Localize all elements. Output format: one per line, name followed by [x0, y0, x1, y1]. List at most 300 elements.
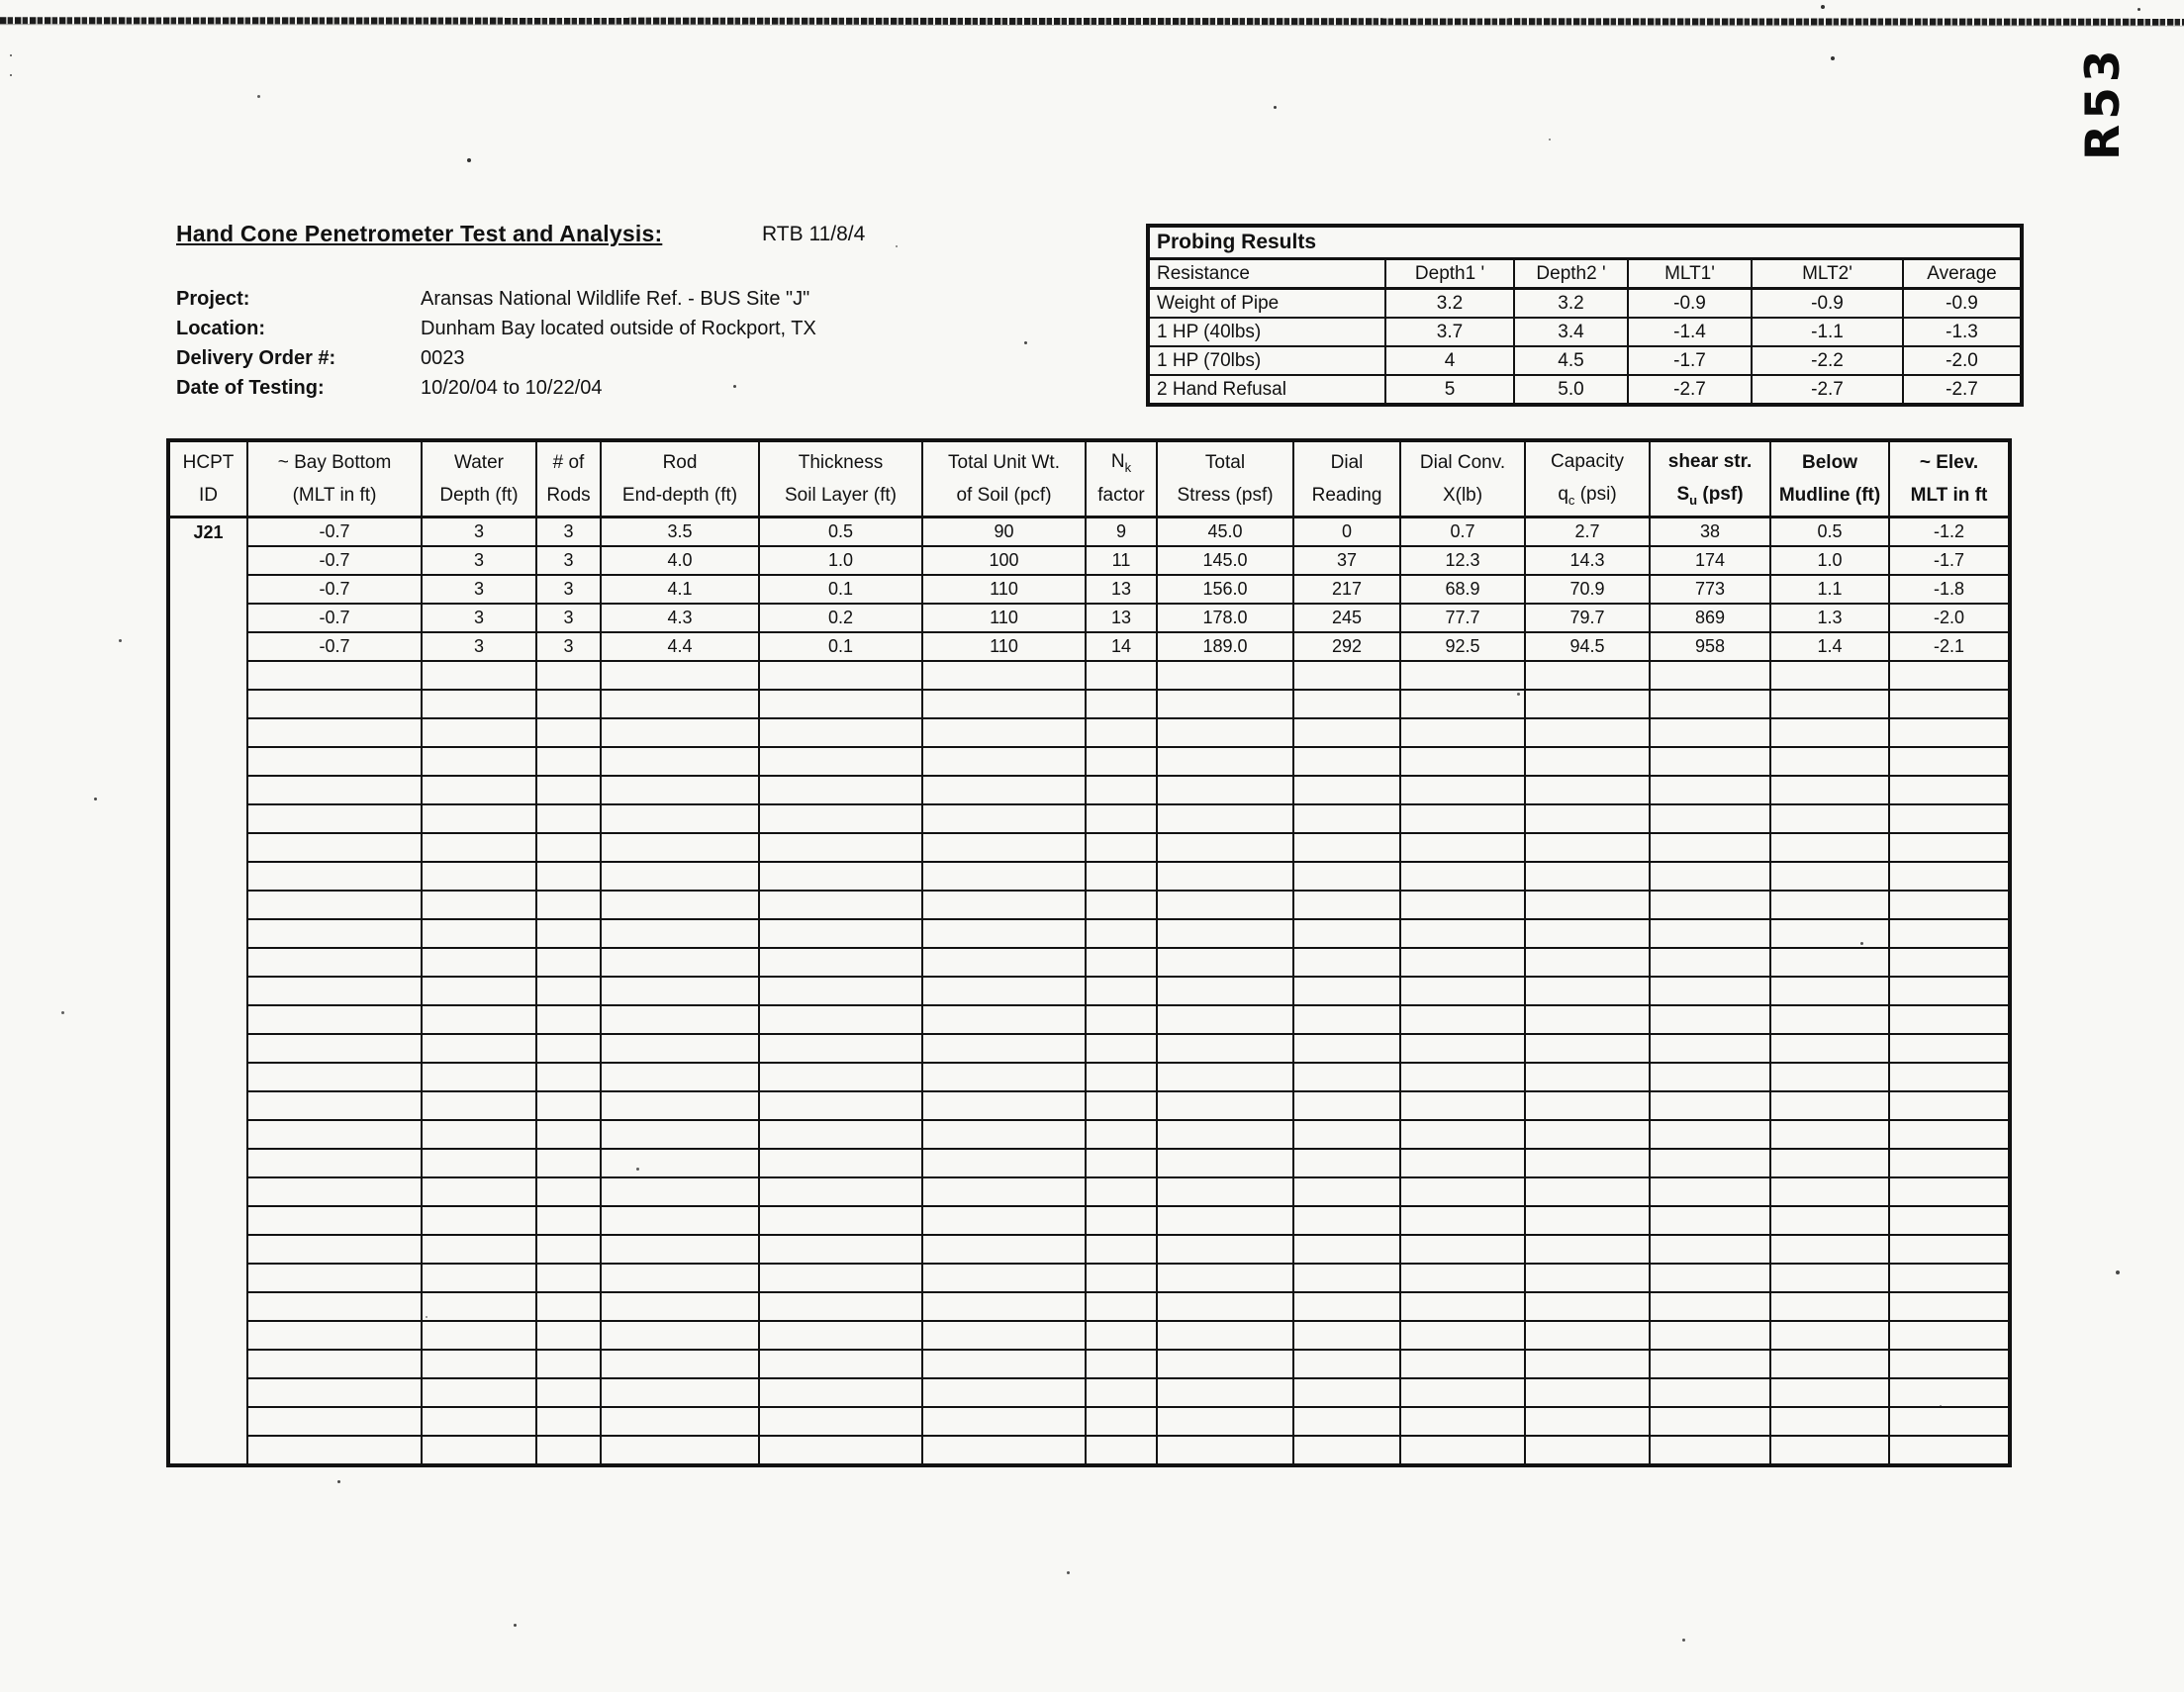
document-title: Hand Cone Penetrometer Test and Analysis:: [176, 221, 663, 246]
scan-speck: [2116, 1270, 2120, 1274]
table-row: [168, 1120, 2010, 1149]
empty-cell: [1650, 1120, 1770, 1149]
data-cell: -0.7: [247, 575, 422, 604]
empty-cell: [1650, 1005, 1770, 1034]
empty-cell: [536, 1378, 601, 1407]
table-row: [1148, 289, 2022, 319]
empty-cell: [1400, 1120, 1525, 1149]
probing-data-cell: -2.2: [1752, 346, 1903, 375]
empty-cell: [1293, 804, 1400, 833]
empty-cell: [922, 1321, 1086, 1350]
empty-cell: [1650, 1206, 1770, 1235]
empty-cell: [759, 1177, 922, 1206]
table-row: [168, 747, 2010, 776]
empty-cell: [1770, 1005, 1889, 1034]
empty-cell: [759, 718, 922, 747]
empty-cell: [1400, 1149, 1525, 1177]
empty-cell: [759, 1436, 922, 1465]
empty-cell: [759, 1264, 922, 1292]
empty-cell: [1889, 804, 2010, 833]
scan-speck: [10, 54, 12, 56]
table-row: [168, 575, 2010, 604]
empty-cell: [1525, 919, 1650, 948]
empty-cell: [922, 1091, 1086, 1120]
empty-cell: [759, 862, 922, 891]
empty-cell: [759, 661, 922, 690]
empty-cell: [422, 776, 536, 804]
empty-cell: [422, 1436, 536, 1465]
empty-cell: [247, 1206, 422, 1235]
empty-cell: [922, 1378, 1086, 1407]
empty-cell: [1400, 977, 1525, 1005]
empty-cell: [922, 1407, 1086, 1436]
empty-cell: [1400, 1034, 1525, 1063]
empty-cell: [1889, 1235, 2010, 1264]
empty-cell: [1293, 1350, 1400, 1378]
empty-cell: [1525, 804, 1650, 833]
empty-cell: [1770, 1063, 1889, 1091]
empty-cell: [1400, 891, 1525, 919]
empty-cell: [1400, 862, 1525, 891]
empty-cell: [247, 1350, 422, 1378]
empty-cell: [1650, 804, 1770, 833]
empty-cell: [422, 1034, 536, 1063]
table-row: [168, 1292, 2010, 1321]
empty-cell: [1770, 948, 1889, 977]
data-cell: 4.4: [601, 632, 759, 661]
empty-cell: [1889, 1407, 2010, 1436]
empty-cell: [1400, 948, 1525, 977]
empty-cell: [1889, 977, 2010, 1005]
empty-cell: [601, 1034, 759, 1063]
empty-cell: [1400, 1350, 1525, 1378]
empty-cell: [1889, 718, 2010, 747]
empty-cell: [601, 1292, 759, 1321]
table-row: [168, 776, 2010, 804]
empty-cell: [1650, 776, 1770, 804]
empty-cell: [922, 948, 1086, 977]
empty-cell: [1400, 1177, 1525, 1206]
empty-cell: [422, 891, 536, 919]
empty-cell: [1293, 1005, 1400, 1034]
empty-cell: [247, 747, 422, 776]
data-cell: 3: [536, 546, 601, 575]
project-info-block: [176, 284, 816, 403]
data-cell: 3: [422, 546, 536, 575]
empty-cell: [1889, 1292, 2010, 1321]
empty-cell: [1086, 1350, 1157, 1378]
empty-cell: [1086, 776, 1157, 804]
empty-cell: [759, 919, 922, 948]
empty-cell: [1525, 1235, 1650, 1264]
empty-cell: [1650, 1264, 1770, 1292]
scan-speck: [636, 1168, 639, 1171]
data-cell: 12.3: [1400, 546, 1525, 575]
empty-cell: [759, 833, 922, 862]
probing-data-cell: -0.9: [1903, 289, 2022, 319]
empty-cell: [422, 1005, 536, 1034]
empty-cell: [759, 747, 922, 776]
empty-cell: [1157, 1350, 1293, 1378]
empty-cell: [247, 862, 422, 891]
empty-cell: [422, 833, 536, 862]
empty-cell: [601, 1378, 759, 1407]
info-value: 0023: [421, 346, 465, 369]
empty-cell: [422, 948, 536, 977]
data-cell: 13: [1086, 575, 1157, 604]
empty-cell: [422, 1264, 536, 1292]
empty-cell: [1086, 690, 1157, 718]
empty-cell: [422, 1321, 536, 1350]
empty-cell: [601, 1235, 759, 1264]
empty-cell: [1293, 1407, 1400, 1436]
empty-cell: [1157, 1206, 1293, 1235]
empty-cell: [922, 747, 1086, 776]
data-cell: 37: [1293, 546, 1400, 575]
hcpt-header-cell: Dial Reading: [1293, 440, 1400, 517]
probing-row-label: 1 HP (40lbs): [1148, 318, 1385, 346]
scan-speck: [61, 1011, 64, 1014]
empty-cell: [1157, 1177, 1293, 1206]
empty-cell: [601, 1091, 759, 1120]
empty-cell: [922, 1034, 1086, 1063]
empty-cell: [1525, 1292, 1650, 1321]
empty-cell: [536, 1436, 601, 1465]
data-cell: 9: [1086, 517, 1157, 547]
empty-cell: [1650, 919, 1770, 948]
empty-cell: [536, 862, 601, 891]
empty-cell: [247, 1149, 422, 1177]
empty-cell: [1400, 833, 1525, 862]
scan-speck: [1549, 139, 1551, 141]
empty-cell: [601, 891, 759, 919]
empty-cell: [536, 718, 601, 747]
probing-data-cell: -1.4: [1628, 318, 1752, 346]
empty-cell: [922, 977, 1086, 1005]
data-cell: 79.7: [1525, 604, 1650, 632]
empty-cell: [1525, 977, 1650, 1005]
empty-cell: [247, 1407, 422, 1436]
handwritten-note: R53: [2076, 45, 2131, 160]
empty-cell: [759, 1063, 922, 1091]
data-cell: 2.7: [1525, 517, 1650, 547]
empty-cell: [247, 891, 422, 919]
empty-cell: [1293, 862, 1400, 891]
data-cell: 1.4: [1770, 632, 1889, 661]
empty-cell: [1770, 690, 1889, 718]
empty-cell: [922, 1177, 1086, 1206]
empty-cell: [536, 1034, 601, 1063]
empty-cell: [1770, 1120, 1889, 1149]
probing-data-cell: -1.3: [1903, 318, 2022, 346]
empty-cell: [1770, 1235, 1889, 1264]
empty-cell: [1889, 1350, 2010, 1378]
empty-cell: [1157, 948, 1293, 977]
empty-cell: [1770, 804, 1889, 833]
empty-cell: [1400, 718, 1525, 747]
empty-cell: [1650, 1350, 1770, 1378]
info-label: Delivery Order #:: [176, 346, 336, 369]
data-cell: 3: [422, 604, 536, 632]
empty-cell: [759, 690, 922, 718]
empty-cell: [1889, 1149, 2010, 1177]
empty-cell: [922, 919, 1086, 948]
document-reference: RTB 11/8/4: [762, 223, 866, 245]
empty-cell: [536, 1350, 601, 1378]
empty-cell: [1650, 747, 1770, 776]
empty-cell: [601, 690, 759, 718]
empty-cell: [1525, 833, 1650, 862]
empty-cell: [422, 1206, 536, 1235]
empty-cell: [1525, 1264, 1650, 1292]
empty-cell: [759, 1235, 922, 1264]
table-row: [1148, 318, 2022, 346]
empty-cell: [1157, 747, 1293, 776]
empty-cell: [536, 1407, 601, 1436]
empty-cell: [1525, 747, 1650, 776]
empty-cell: [247, 1292, 422, 1321]
empty-cell: [247, 1120, 422, 1149]
empty-cell: [247, 948, 422, 977]
hcpt-header-cell: ~ Elev. MLT in ft: [1889, 440, 2010, 517]
empty-cell: [1293, 1206, 1400, 1235]
data-cell: -2.0: [1889, 604, 2010, 632]
scan-speck: [1067, 1571, 1070, 1574]
data-cell: 110: [922, 604, 1086, 632]
empty-cell: [422, 862, 536, 891]
empty-cell: [759, 1149, 922, 1177]
empty-cell: [536, 1005, 601, 1034]
empty-cell: [1525, 1063, 1650, 1091]
data-cell: 13: [1086, 604, 1157, 632]
empty-cell: [922, 891, 1086, 919]
empty-cell: [1400, 1063, 1525, 1091]
empty-cell: [1650, 833, 1770, 862]
scan-speck: [2137, 8, 2140, 11]
empty-cell: [247, 1235, 422, 1264]
empty-cell: [1293, 1177, 1400, 1206]
empty-cell: [1086, 747, 1157, 776]
empty-cell: [759, 1034, 922, 1063]
probing-data-cell: 5: [1385, 375, 1514, 405]
empty-cell: [922, 1350, 1086, 1378]
data-cell: 45.0: [1157, 517, 1293, 547]
data-cell: 3: [536, 632, 601, 661]
table-row: [168, 804, 2010, 833]
table-row: [168, 948, 2010, 977]
empty-cell: [1293, 977, 1400, 1005]
info-row-date-of-testing: [176, 373, 816, 403]
empty-cell: [247, 661, 422, 690]
data-cell: 110: [922, 632, 1086, 661]
empty-cell: [1525, 1091, 1650, 1120]
empty-cell: [1293, 833, 1400, 862]
empty-cell: [1157, 1407, 1293, 1436]
empty-cell: [922, 1292, 1086, 1321]
empty-cell: [1889, 661, 2010, 690]
scan-speck: [1517, 693, 1520, 696]
empty-cell: [1525, 1378, 1650, 1407]
info-row-delivery-order: [176, 343, 816, 373]
data-cell: 3: [422, 632, 536, 661]
empty-cell: [247, 1034, 422, 1063]
data-cell: 0.2: [759, 604, 922, 632]
empty-cell: [922, 1235, 1086, 1264]
empty-cell: [422, 661, 536, 690]
empty-cell: [601, 919, 759, 948]
data-cell: 14.3: [1525, 546, 1650, 575]
empty-cell: [247, 1063, 422, 1091]
data-cell: 958: [1650, 632, 1770, 661]
probing-row-label: 2 Hand Refusal: [1148, 375, 1385, 405]
empty-cell: [1157, 1149, 1293, 1177]
empty-cell: [601, 1005, 759, 1034]
empty-cell: [536, 1321, 601, 1350]
empty-cell: [1086, 1321, 1157, 1350]
data-cell: 11: [1086, 546, 1157, 575]
empty-cell: [1086, 977, 1157, 1005]
hcpt-header-cell: Total Unit Wt. of Soil (pcf): [922, 440, 1086, 517]
empty-cell: [1293, 919, 1400, 948]
empty-cell: [1525, 1120, 1650, 1149]
hcpt-header-cell: Water Depth (ft): [422, 440, 536, 517]
data-cell: 869: [1650, 604, 1770, 632]
hcpt-header-cell: HCPT ID: [168, 440, 247, 517]
empty-cell: [247, 1321, 422, 1350]
empty-cell: [759, 1292, 922, 1321]
empty-cell: [601, 747, 759, 776]
empty-cell: [422, 690, 536, 718]
empty-cell: [922, 690, 1086, 718]
empty-cell: [1770, 1264, 1889, 1292]
empty-cell: [422, 1177, 536, 1206]
table-row: [168, 1034, 2010, 1063]
empty-cell: [422, 1063, 536, 1091]
empty-cell: [1650, 1292, 1770, 1321]
empty-cell: [1650, 1235, 1770, 1264]
empty-cell: [1770, 833, 1889, 862]
data-cell: 0.5: [759, 517, 922, 547]
empty-cell: [1770, 747, 1889, 776]
empty-cell: [1086, 948, 1157, 977]
table-row: [168, 690, 2010, 718]
empty-cell: [1400, 1005, 1525, 1034]
empty-cell: [422, 804, 536, 833]
empty-cell: [1400, 804, 1525, 833]
empty-cell: [247, 718, 422, 747]
empty-cell: [422, 1149, 536, 1177]
scan-speck: [467, 158, 471, 162]
empty-cell: [422, 1407, 536, 1436]
empty-cell: [1889, 948, 2010, 977]
data-cell: 245: [1293, 604, 1400, 632]
empty-cell: [1293, 776, 1400, 804]
scan-speck: [896, 245, 898, 247]
empty-cell: [1400, 1264, 1525, 1292]
empty-cell: [1086, 1005, 1157, 1034]
empty-cell: [1889, 1378, 2010, 1407]
table-row: [168, 661, 2010, 690]
data-cell: 14: [1086, 632, 1157, 661]
data-cell: 92.5: [1400, 632, 1525, 661]
table-row: [168, 546, 2010, 575]
data-cell: 292: [1293, 632, 1400, 661]
empty-cell: [1086, 804, 1157, 833]
empty-cell: [1889, 776, 2010, 804]
probing-data-cell: -0.9: [1752, 289, 1903, 319]
empty-cell: [422, 977, 536, 1005]
empty-cell: [759, 804, 922, 833]
empty-cell: [1157, 661, 1293, 690]
empty-cell: [1650, 977, 1770, 1005]
empty-cell: [922, 776, 1086, 804]
scan-speck: [733, 385, 736, 388]
empty-cell: [1293, 1149, 1400, 1177]
empty-cell: [1293, 891, 1400, 919]
empty-cell: [1293, 1120, 1400, 1149]
empty-cell: [1400, 1407, 1525, 1436]
empty-cell: [1293, 1091, 1400, 1120]
probing-data-cell: 3.4: [1514, 318, 1628, 346]
empty-cell: [1889, 1264, 2010, 1292]
empty-cell: [1770, 661, 1889, 690]
empty-cell: [1086, 1177, 1157, 1206]
probing-data-cell: -0.9: [1628, 289, 1752, 319]
hcpt-header-cell: shear str. $S_u$ (psf): [1650, 440, 1770, 517]
empty-cell: [536, 833, 601, 862]
empty-cell: [1157, 690, 1293, 718]
empty-cell: [1157, 804, 1293, 833]
empty-cell: [1889, 1034, 2010, 1063]
empty-cell: [1770, 1206, 1889, 1235]
empty-cell: [1889, 1206, 2010, 1235]
empty-cell: [1770, 776, 1889, 804]
empty-cell: [922, 718, 1086, 747]
empty-cell: [759, 776, 922, 804]
empty-cell: [536, 1206, 601, 1235]
empty-cell: [1086, 919, 1157, 948]
table-row: [168, 891, 2010, 919]
empty-cell: [759, 1407, 922, 1436]
empty-cell: [1086, 1063, 1157, 1091]
data-cell: 189.0: [1157, 632, 1293, 661]
empty-cell: [247, 1005, 422, 1034]
empty-cell: [1157, 1321, 1293, 1350]
empty-cell: [601, 1149, 759, 1177]
probing-data-cell: 3.7: [1385, 318, 1514, 346]
hcpt-header-cell: # of Rods: [536, 440, 601, 517]
hcpt-header-cell: Thickness Soil Layer (ft): [759, 440, 922, 517]
data-cell: 4.3: [601, 604, 759, 632]
empty-cell: [1157, 776, 1293, 804]
empty-cell: [1293, 1321, 1400, 1350]
scan-speck: [1821, 5, 1825, 9]
empty-cell: [759, 977, 922, 1005]
table-row: [168, 833, 2010, 862]
empty-cell: [1086, 1120, 1157, 1149]
empty-cell: [1650, 862, 1770, 891]
data-cell: -1.2: [1889, 517, 2010, 547]
probing-data-cell: 3.2: [1514, 289, 1628, 319]
empty-cell: [1293, 690, 1400, 718]
empty-cell: [422, 718, 536, 747]
empty-cell: [1400, 1091, 1525, 1120]
scan-artifact-top-edge: [0, 17, 2184, 26]
empty-cell: [759, 1120, 922, 1149]
probing-data-cell: -2.7: [1752, 375, 1903, 405]
data-cell: 4.1: [601, 575, 759, 604]
empty-cell: [601, 1206, 759, 1235]
